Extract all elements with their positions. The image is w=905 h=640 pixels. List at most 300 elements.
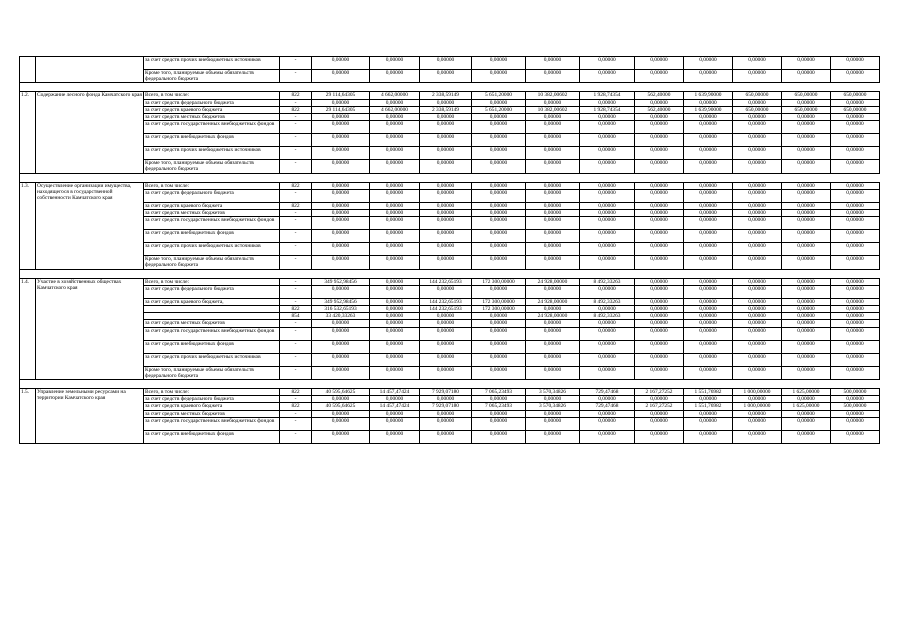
amount-cell: 316 532,65193 (312, 306, 370, 313)
block-name (36, 57, 144, 83)
amount-cell: 172 300,00000 (472, 306, 526, 313)
budget-code: 822 (280, 389, 312, 396)
amount-cell: 0,00000 (635, 417, 684, 430)
amount-cell: 0,00000 (420, 353, 472, 366)
amount-cell: 1 639,90000 (684, 92, 733, 99)
funding-source-label: Всего, в том числе: (144, 92, 280, 99)
funding-source-label: за счет средств краевого бюджета (144, 106, 280, 113)
amount-cell: 0,00000 (526, 121, 580, 134)
amount-cell: 144 232,65193 (420, 278, 472, 285)
table-row (20, 230, 880, 243)
amount-cell: 0,00000 (782, 230, 831, 243)
amount-cell: 0,00000 (831, 298, 880, 305)
funding-source-label: за счет средств местных бюджетов (144, 410, 280, 417)
amount-cell: 0,00000 (635, 256, 684, 269)
budget-code: - (280, 217, 312, 230)
amount-cell: 0,00000 (782, 353, 831, 366)
amount-cell: 0,00000 (684, 353, 733, 366)
amount-cell: 0,00000 (420, 160, 472, 173)
amount-cell: 0,00000 (684, 298, 733, 305)
amount-cell: 0,00000 (782, 134, 831, 147)
table-row (20, 410, 880, 417)
amount-cell: 1 928,74354 (580, 106, 635, 113)
amount-cell: 172 300,00000 (472, 298, 526, 305)
table-row (20, 217, 880, 230)
amount-cell: 0,00000 (420, 202, 472, 209)
amount-cell: 0,00000 (312, 189, 370, 202)
table-row (20, 313, 880, 320)
amount-cell: 0,00000 (782, 366, 831, 379)
amount-cell: 0,00000 (635, 217, 684, 230)
amount-cell: 0,00000 (635, 278, 684, 285)
amount-cell: 0,00000 (472, 340, 526, 353)
table-row (20, 189, 880, 202)
table-row (20, 99, 880, 106)
amount-cell: 0,00000 (635, 210, 684, 217)
amount-cell: 0,00000 (312, 285, 370, 298)
table-row (20, 353, 880, 366)
amount-cell: 0,00000 (831, 313, 880, 320)
amount-cell: 0,00000 (526, 366, 580, 379)
amount-cell: 0,00000 (420, 430, 472, 443)
amount-cell: 0,00000 (733, 320, 782, 327)
amount-cell: 0,00000 (472, 210, 526, 217)
amount-cell: 0,00000 (782, 202, 831, 209)
amount-cell: 0,00000 (420, 121, 472, 134)
amount-cell: 0,00000 (472, 285, 526, 298)
amount-cell: 0,00000 (831, 327, 880, 340)
amount-cell: 0,00000 (684, 189, 733, 202)
amount-cell: 0,00000 (472, 189, 526, 202)
amount-cell: 7 929,07180 (420, 403, 472, 410)
amount-cell: 0,00000 (684, 230, 733, 243)
amount-cell: 0,00000 (580, 230, 635, 243)
amount-cell: 0,00000 (370, 417, 420, 430)
amount-cell: 24 928,00000 (526, 313, 580, 320)
amount-cell: 0,00000 (782, 396, 831, 403)
amount-cell: 0,00000 (782, 217, 831, 230)
amount-cell: 0,00000 (684, 256, 733, 269)
budget-code: - (280, 327, 312, 340)
amount-cell: 0,00000 (635, 327, 684, 340)
funding-source-label: за счет средств федерального бюджета (144, 99, 280, 106)
table-row (20, 256, 880, 269)
amount-cell: 144 232,65193 (420, 298, 472, 305)
amount-cell: 0,00000 (526, 57, 580, 70)
funding-source-label: за счет средств федерального бюджета (144, 285, 280, 298)
amount-cell: 0,00000 (312, 160, 370, 173)
amount-cell: 0,00000 (526, 210, 580, 217)
amount-cell: 7 065,23493 (472, 403, 526, 410)
amount-cell: 0,00000 (684, 430, 733, 443)
amount-cell: 0,00000 (472, 99, 526, 106)
budget-code: - (280, 340, 312, 353)
amount-cell: 0,00000 (782, 256, 831, 269)
table-row (20, 403, 880, 410)
amount-cell: 562,40000 (635, 106, 684, 113)
amount-cell: 40 595,64625 (312, 403, 370, 410)
amount-cell: 0,00000 (635, 298, 684, 305)
amount-cell: 1 551,76982 (684, 389, 733, 396)
amount-cell: 24 928,00000 (526, 298, 580, 305)
amount-cell: 0,00000 (420, 340, 472, 353)
amount-cell: 0,00000 (684, 114, 733, 121)
budget-code: - (280, 366, 312, 379)
amount-cell: 0,00000 (580, 57, 635, 70)
table-row (20, 202, 880, 209)
amount-cell: 0,00000 (370, 410, 420, 417)
budget-code: - (280, 210, 312, 217)
table-row (20, 298, 880, 305)
amount-cell: 0,00000 (472, 243, 526, 256)
amount-cell: 0,00000 (580, 160, 635, 173)
table-row (20, 121, 880, 134)
amount-cell: 0,00000 (472, 430, 526, 443)
budget-code: 854 (280, 313, 312, 320)
budget-code: - (280, 243, 312, 256)
amount-cell: 0,00000 (782, 340, 831, 353)
amount-cell: 0,00000 (472, 160, 526, 173)
block-number: 1.3. (20, 182, 36, 269)
amount-cell: 0,00000 (472, 114, 526, 121)
amount-cell: 0,00000 (312, 230, 370, 243)
amount-cell: 7 929,07180 (420, 389, 472, 396)
amount-cell: 0,00000 (312, 340, 370, 353)
budget-code: - (280, 189, 312, 202)
table-row (20, 320, 880, 327)
amount-cell: 0,00000 (370, 306, 420, 313)
budget-code: 822 (280, 403, 312, 410)
amount-cell: 0,00000 (420, 210, 472, 217)
funding-source-label: за счет средств краевого бюджета (144, 202, 280, 209)
amount-cell: 729,47468 (580, 403, 635, 410)
block-gap (20, 83, 880, 92)
amount-cell: 0,00000 (370, 278, 420, 285)
amount-cell: 0,00000 (370, 230, 420, 243)
amount-cell: 0,00000 (684, 99, 733, 106)
amount-cell: 0,00000 (733, 327, 782, 340)
amount-cell: 0,00000 (684, 417, 733, 430)
budget-code: - (280, 298, 312, 305)
funding-source-label: Всего, в том числе: (144, 389, 280, 396)
amount-cell: 0,00000 (831, 134, 880, 147)
amount-cell: 0,00000 (312, 99, 370, 106)
amount-cell: 0,00000 (312, 353, 370, 366)
amount-cell: 0,00000 (782, 210, 831, 217)
amount-cell: 172 300,00000 (472, 278, 526, 285)
amount-cell: 0,00000 (312, 147, 370, 160)
amount-cell: 0,00000 (312, 121, 370, 134)
block-gap (20, 269, 880, 278)
amount-cell: 0,00000 (733, 217, 782, 230)
amount-cell: 1 000,00000 (733, 389, 782, 396)
amount-cell: 0,00000 (831, 243, 880, 256)
amount-cell: 2 338,59149 (420, 92, 472, 99)
amount-cell: 0,00000 (526, 256, 580, 269)
amount-cell: 0,00000 (420, 182, 472, 189)
amount-cell: 0,00000 (526, 217, 580, 230)
amount-cell: 0,00000 (472, 417, 526, 430)
budget-code: - (280, 160, 312, 173)
amount-cell: 0,00000 (370, 327, 420, 340)
amount-cell: 0,00000 (580, 417, 635, 430)
amount-cell: 0,00000 (782, 306, 831, 313)
table-row (20, 278, 880, 285)
amount-cell: 0,00000 (526, 134, 580, 147)
amount-cell: 0,00000 (733, 99, 782, 106)
budget-code: 822 (280, 306, 312, 313)
amount-cell: 0,00000 (312, 410, 370, 417)
amount-cell: 1 639,90000 (684, 106, 733, 113)
amount-cell: 0,00000 (635, 114, 684, 121)
amount-cell: 0,00000 (472, 147, 526, 160)
amount-cell: 0,00000 (733, 396, 782, 403)
amount-cell: 1 000,00000 (733, 403, 782, 410)
amount-cell: 0,00000 (472, 327, 526, 340)
amount-cell: 0,00000 (420, 327, 472, 340)
amount-cell: 3 570,34826 (526, 403, 580, 410)
amount-cell: 0,00000 (733, 182, 782, 189)
amount-cell: 0,00000 (370, 70, 420, 83)
amount-cell: 0,00000 (370, 430, 420, 443)
amount-cell: 0,00000 (526, 285, 580, 298)
amount-cell: 0,00000 (526, 327, 580, 340)
amount-cell: 0,00000 (733, 313, 782, 320)
amount-cell: 0,00000 (684, 210, 733, 217)
amount-cell: 0,00000 (733, 417, 782, 430)
funding-source-label: за счет средств федерального бюджета (144, 396, 280, 403)
table-row (20, 57, 880, 70)
table-row (20, 396, 880, 403)
amount-cell: 0,00000 (370, 217, 420, 230)
table-row (20, 285, 880, 298)
amount-cell: 0,00000 (472, 256, 526, 269)
amount-cell: 0,00000 (831, 121, 880, 134)
amount-cell: 0,00000 (526, 202, 580, 209)
amount-cell: 0,00000 (635, 340, 684, 353)
amount-cell: 0,00000 (733, 160, 782, 173)
amount-cell: 0,00000 (684, 217, 733, 230)
table-row (20, 106, 880, 113)
table-row (20, 366, 880, 379)
amount-cell: 0,00000 (370, 256, 420, 269)
amount-cell: 0,00000 (782, 160, 831, 173)
amount-cell: 0,00000 (580, 202, 635, 209)
amount-cell: 0,00000 (580, 243, 635, 256)
amount-cell: 0,00000 (370, 57, 420, 70)
gap-cell (20, 269, 880, 278)
table-row (20, 160, 880, 173)
amount-cell: 0,00000 (733, 353, 782, 366)
table-row (20, 134, 880, 147)
amount-cell: 0,00000 (684, 182, 733, 189)
amount-cell: 0,00000 (312, 182, 370, 189)
funding-source-label: за счет средств федерального бюджета (144, 189, 280, 202)
amount-cell: 0,00000 (782, 313, 831, 320)
amount-cell: 0,00000 (312, 417, 370, 430)
amount-cell: 650,00000 (782, 106, 831, 113)
amount-cell: 0,00000 (635, 121, 684, 134)
amount-cell: 0,00000 (580, 410, 635, 417)
amount-cell: 0,00000 (831, 306, 880, 313)
amount-cell: 0,00000 (370, 202, 420, 209)
amount-cell: 0,00000 (580, 121, 635, 134)
amount-cell: 0,00000 (782, 243, 831, 256)
amount-cell: 0,00000 (684, 340, 733, 353)
amount-cell: 0,00000 (684, 134, 733, 147)
block-name: Осуществление организации имущества, находящегося в государственной собственности Камчатского края (36, 182, 144, 269)
amount-cell: 0,00000 (420, 313, 472, 320)
amount-cell: 0,00000 (684, 243, 733, 256)
amount-cell: 0,00000 (370, 313, 420, 320)
amount-cell: 4 662,00000 (370, 106, 420, 113)
funding-source-label: за счет средств краевого бюджета, (144, 298, 280, 305)
amount-cell: 0,00000 (580, 70, 635, 83)
amount-cell: 0,00000 (580, 182, 635, 189)
table-row (20, 182, 880, 189)
amount-cell: 0,00000 (580, 99, 635, 106)
amount-cell: 0,00000 (370, 298, 420, 305)
amount-cell: 0,00000 (472, 353, 526, 366)
amount-cell: 10 382,00602 (526, 106, 580, 113)
amount-cell: 3 570,34826 (526, 389, 580, 396)
amount-cell: 0,00000 (580, 327, 635, 340)
amount-cell: 0,00000 (684, 57, 733, 70)
amount-cell: 0,00000 (526, 147, 580, 160)
amount-cell: 0,00000 (831, 366, 880, 379)
amount-cell: 0,00000 (782, 410, 831, 417)
amount-cell: 0,00000 (831, 189, 880, 202)
amount-cell: 0,00000 (370, 114, 420, 121)
funding-source-label: за счет средств местных бюджетов (144, 114, 280, 121)
amount-cell: 0,00000 (526, 189, 580, 202)
amount-cell: 0,00000 (370, 210, 420, 217)
amount-cell: 2 167,27252 (635, 403, 684, 410)
amount-cell: 0,00000 (580, 114, 635, 121)
amount-cell: 0,00000 (580, 396, 635, 403)
amount-cell: 0,00000 (782, 57, 831, 70)
amount-cell: 0,00000 (312, 320, 370, 327)
amount-cell: 0,00000 (580, 366, 635, 379)
amount-cell: 0,00000 (831, 396, 880, 403)
amount-cell: 1 551,76982 (684, 403, 733, 410)
amount-cell: 0,00000 (526, 114, 580, 121)
funding-source-label: Кроме того, планируемые объемы обязательств федерального бюджета (144, 366, 280, 379)
budget-table-sheet (19, 56, 879, 444)
gap-cell (20, 380, 880, 389)
table-row (20, 243, 880, 256)
block-number: 1.4. (20, 278, 36, 379)
amount-cell: 0,00000 (370, 189, 420, 202)
amount-cell: 0,00000 (420, 285, 472, 298)
amount-cell: 0,00000 (782, 121, 831, 134)
budget-code: - (280, 410, 312, 417)
budget-code: - (280, 278, 312, 285)
amount-cell: 0,00000 (420, 366, 472, 379)
amount-cell: 2 167,27252 (635, 389, 684, 396)
amount-cell: 0,00000 (635, 230, 684, 243)
amount-cell: 0,00000 (782, 430, 831, 443)
amount-cell: 0,00000 (312, 70, 370, 83)
budget-code: 822 (280, 182, 312, 189)
amount-cell: 8 492,33263 (580, 313, 635, 320)
funding-source-label: за счет средств прочих внебюджетных источников (144, 147, 280, 160)
amount-cell: 0,00000 (526, 410, 580, 417)
amount-cell: 0,00000 (733, 366, 782, 379)
amount-cell: 0,00000 (782, 285, 831, 298)
amount-cell: 0,00000 (684, 285, 733, 298)
amount-cell: 0,00000 (312, 256, 370, 269)
amount-cell: 500,00000 (831, 389, 880, 396)
amount-cell: 0,00000 (420, 57, 472, 70)
amount-cell: 0,00000 (370, 99, 420, 106)
amount-cell: 0,00000 (526, 243, 580, 256)
amount-cell: 0,00000 (733, 306, 782, 313)
budget-code: 822 (280, 202, 312, 209)
funding-source-label (144, 306, 280, 313)
amount-cell: 0,00000 (420, 147, 472, 160)
amount-cell: 0,00000 (580, 320, 635, 327)
amount-cell: 0,00000 (472, 313, 526, 320)
amount-cell: 0,00000 (526, 99, 580, 106)
amount-cell: 0,00000 (635, 202, 684, 209)
block-gap (20, 380, 880, 389)
amount-cell: 1 625,00000 (782, 403, 831, 410)
budget-table-body (20, 57, 880, 444)
amount-cell: 0,00000 (831, 99, 880, 106)
budget-code: - (280, 99, 312, 106)
amount-cell: 0,00000 (420, 417, 472, 430)
table-row (20, 389, 880, 396)
amount-cell: 0,00000 (684, 396, 733, 403)
amount-cell: 0,00000 (635, 70, 684, 83)
amount-cell: 0,00000 (635, 160, 684, 173)
amount-cell: 0,00000 (684, 320, 733, 327)
amount-cell: 0,00000 (684, 278, 733, 285)
amount-cell: 5 651,20000 (472, 92, 526, 99)
amount-cell: 0,00000 (420, 320, 472, 327)
amount-cell: 0,00000 (733, 210, 782, 217)
amount-cell: 0,00000 (733, 256, 782, 269)
amount-cell: 0,00000 (831, 256, 880, 269)
amount-cell: 0,00000 (580, 217, 635, 230)
amount-cell: 0,00000 (684, 147, 733, 160)
amount-cell: 0,00000 (831, 210, 880, 217)
table-row (20, 114, 880, 121)
table-row (20, 70, 880, 83)
amount-cell: 0,00000 (420, 70, 472, 83)
amount-cell: 0,00000 (580, 256, 635, 269)
funding-source-label: за счет средств местных бюджетов (144, 210, 280, 217)
amount-cell: 10 382,00602 (526, 92, 580, 99)
amount-cell: 0,00000 (831, 410, 880, 417)
amount-cell: 0,00000 (684, 313, 733, 320)
amount-cell: 2 338,59149 (420, 106, 472, 113)
amount-cell: 0,00000 (580, 189, 635, 202)
amount-cell: 0,00000 (420, 256, 472, 269)
amount-cell: 0,00000 (733, 114, 782, 121)
amount-cell: 0,00000 (526, 353, 580, 366)
amount-cell: 650,00000 (733, 92, 782, 99)
funding-source-label: за счет средств местных бюджетов (144, 320, 280, 327)
amount-cell: 562,40000 (635, 92, 684, 99)
amount-cell: 0,00000 (733, 340, 782, 353)
amount-cell: 0,00000 (635, 285, 684, 298)
amount-cell: 0,00000 (684, 121, 733, 134)
amount-cell: 24 928,00000 (526, 278, 580, 285)
amount-cell: 0,00000 (733, 430, 782, 443)
amount-cell: 500,00000 (831, 403, 880, 410)
